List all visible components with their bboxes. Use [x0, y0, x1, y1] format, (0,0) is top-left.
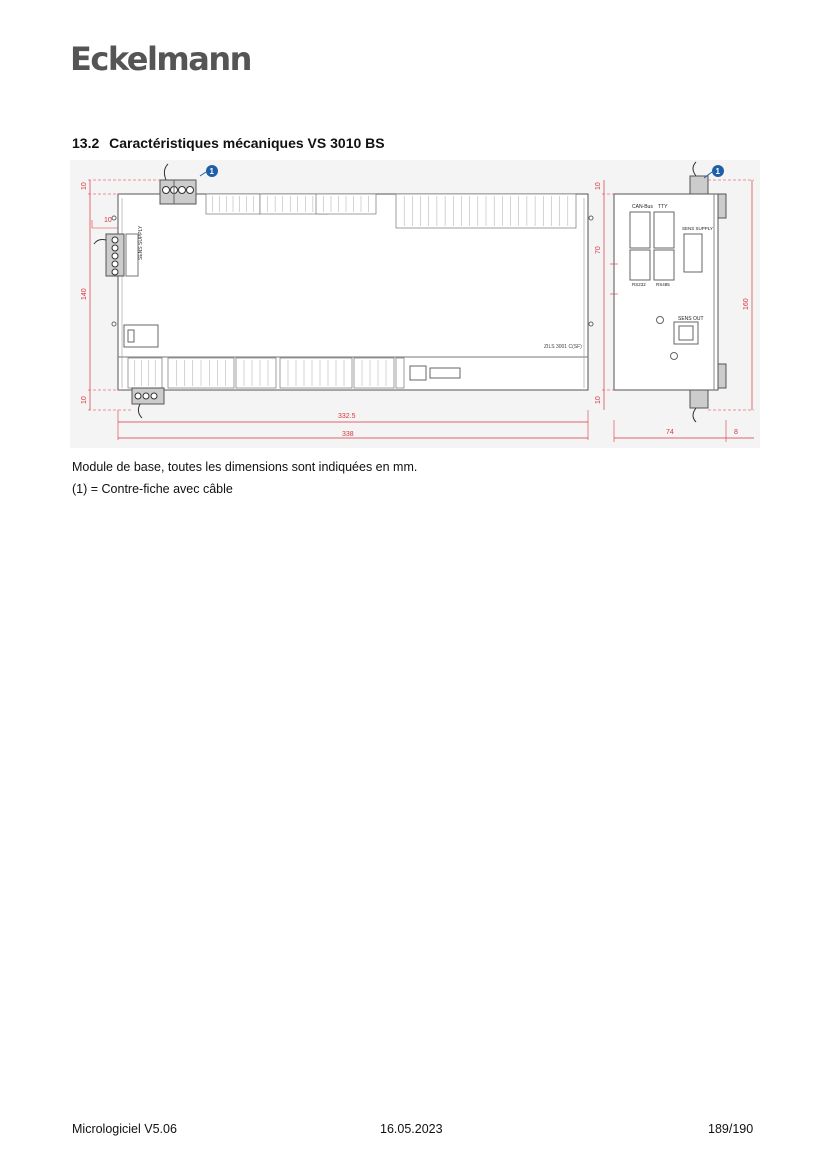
can-bus-label: CAN-Bus [632, 204, 653, 210]
svg-text:1: 1 [209, 167, 214, 176]
dim-front-total-width: 338 [342, 431, 354, 438]
dim-front-inner-width: 332.5 [338, 413, 356, 420]
sensor-supply-label: SENS SUPPLY [138, 225, 144, 260]
section-number: 13.2 [72, 135, 100, 151]
footer-firmware: Micrologiciel V5.06 [72, 1122, 177, 1136]
dim-front-left-small: 10 [104, 217, 112, 224]
dim-side-top: 10 [595, 182, 602, 190]
eckelmann-logo: Eckelmann [70, 40, 251, 78]
dim-side-middle: 70 [595, 246, 602, 254]
dim-front-middle: 140 [81, 288, 88, 300]
dim-side-rail: 8 [734, 429, 738, 436]
dim-side-height: 160 [743, 298, 750, 310]
rs232-label: RS232 [632, 282, 646, 287]
dim-side-depth: 74 [666, 429, 674, 436]
mechanical-drawing [70, 160, 760, 448]
side-view [614, 162, 726, 422]
svg-text:1: 1 [715, 167, 720, 176]
dim-front-top: 10 [81, 182, 88, 190]
tty-label: TTY [658, 204, 668, 210]
footer-page-number: 189/190 [708, 1122, 754, 1136]
part-number-label: ZILS 3001 C(SF) [544, 344, 582, 350]
caption-line-1: Module de base, toutes les dimensions sont indiquées en mm. [72, 460, 418, 474]
dim-front-bottom: 10 [81, 396, 88, 404]
section-heading [72, 135, 385, 151]
front-view [94, 164, 593, 418]
caption-line-2: (1) = Contre-fiche avec câble [72, 482, 233, 496]
section-title: Caractéristiques mécaniques VS 3010 BS [109, 135, 385, 151]
sens-out-label: SENS OUT [678, 316, 704, 322]
footer-date: 16.05.2023 [380, 1122, 443, 1136]
sens-supply-side-label: SENS SUPPLY [682, 226, 713, 231]
rs485-label: RS485 [656, 282, 670, 287]
dim-side-bottom: 10 [595, 396, 602, 404]
bottom-terminal-strips [128, 358, 404, 388]
